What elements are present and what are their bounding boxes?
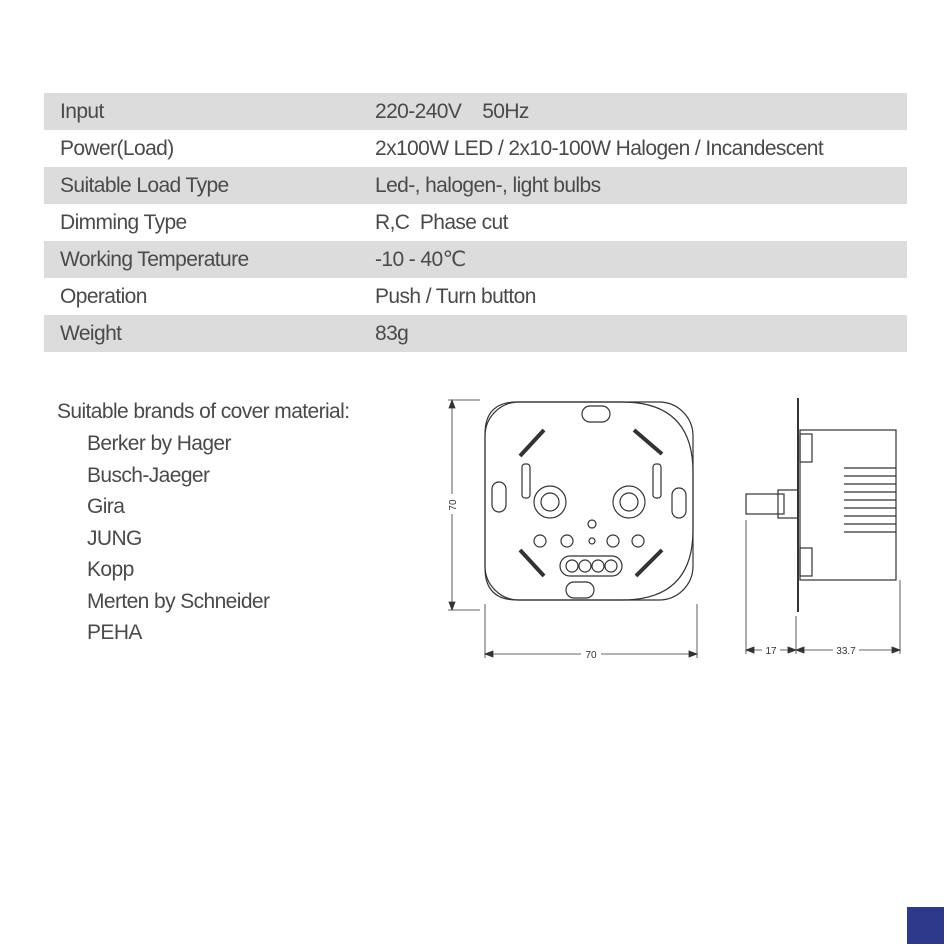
shaft-dim-label: 17 (765, 646, 777, 657)
spec-value: Led-, halogen-, light bulbs (375, 173, 601, 197)
spec-value: -10 - 40℃ (375, 248, 466, 271)
spec-label: Working Temperature (60, 247, 249, 271)
brand-item: Kopp (87, 558, 134, 581)
spec-table (44, 93, 907, 352)
brand-item: PEHA (87, 621, 142, 644)
brand-item: Merten by Schneider (87, 589, 270, 613)
spec-row-temperature (44, 241, 907, 278)
spec-label: Input (60, 99, 104, 123)
spec-value: R,C Phase cut (375, 210, 508, 234)
brand-item: Busch-Jaeger (87, 463, 210, 487)
height-dim-label: 70 (448, 499, 459, 511)
side-view-body (800, 430, 896, 580)
right-knob (613, 486, 645, 518)
diag-mark (636, 550, 662, 576)
page-corner-marker (907, 907, 944, 944)
diag-mark (520, 550, 544, 576)
brand-item: JUNG (87, 526, 142, 550)
bottom-slot (566, 582, 594, 598)
technical-drawing (440, 390, 910, 670)
brand-item: Berker by Hager (87, 432, 231, 455)
spec-row-power (44, 130, 907, 167)
depth-dim-label: 33.7 (836, 646, 856, 657)
spec-label: Operation (60, 284, 147, 308)
diag-mark (520, 430, 544, 456)
spec-row-input (44, 93, 907, 130)
brands-list (57, 396, 349, 649)
spec-label: Dimming Type (60, 210, 187, 234)
right-slot (672, 488, 686, 518)
spec-label: Power(Load) (60, 136, 174, 160)
spec-value: Push / Turn button (375, 284, 536, 308)
led-strip (653, 464, 661, 498)
spec-value: 220-240V 50Hz (375, 99, 529, 123)
spec-value: 2x100W LED / 2x10-100W Halogen / Incandescent (375, 136, 824, 160)
brand-item: Gira (87, 495, 125, 518)
spec-row-dimming-type (44, 204, 907, 241)
spec-row-weight (44, 315, 907, 352)
brands-title: Suitable brands of cover material: (57, 400, 350, 423)
spec-row-operation (44, 278, 907, 315)
left-slot (492, 482, 506, 512)
top-slot (582, 406, 610, 422)
spec-label: Weight (60, 321, 122, 345)
left-knob (534, 486, 566, 518)
spec-row-load-type (44, 167, 907, 204)
led-strip (522, 464, 530, 498)
width-dim-label: 70 (585, 650, 597, 661)
diag-mark (634, 430, 662, 454)
spec-value: 83g (375, 321, 409, 345)
spec-label: Suitable Load Type (60, 173, 229, 197)
